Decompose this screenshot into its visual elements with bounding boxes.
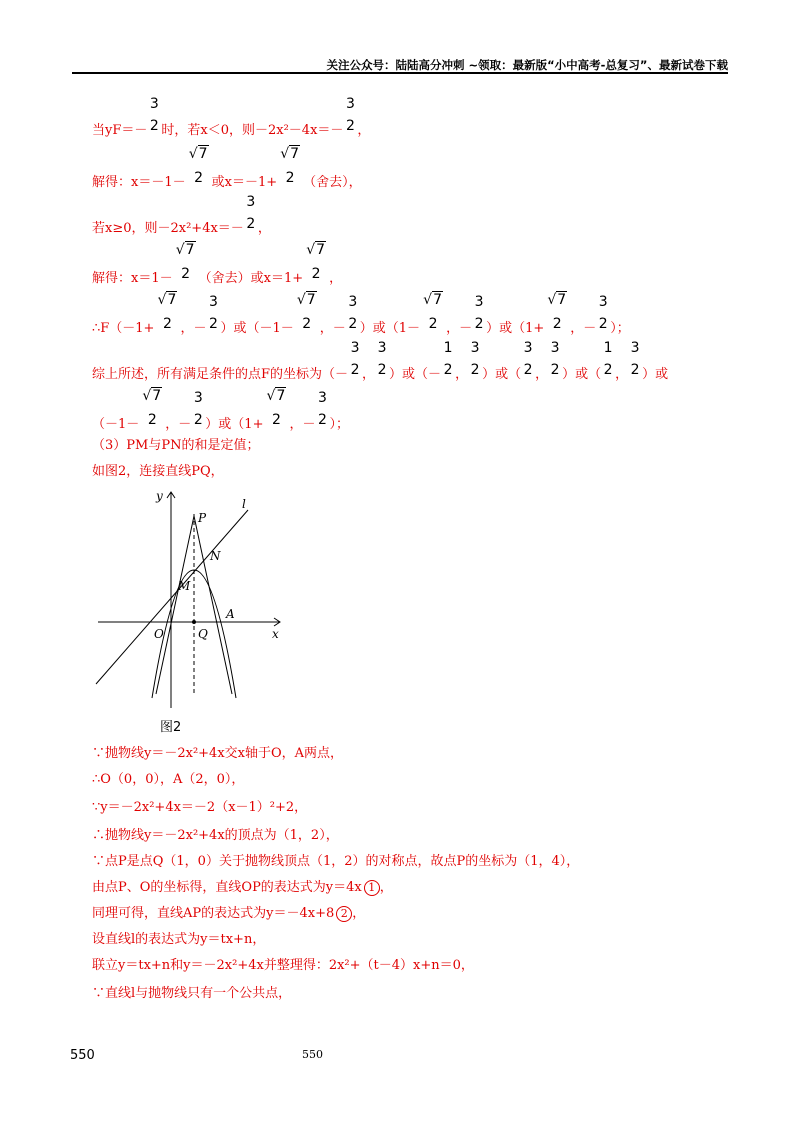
denominator: 2: [603, 362, 613, 378]
radical: √7: [142, 388, 162, 404]
numerator: 3: [470, 340, 480, 356]
text: ，－: [180, 321, 207, 336]
comma: ，: [615, 367, 629, 382]
radicand: 7: [198, 146, 208, 162]
denominator: 2: [443, 362, 453, 378]
radicand: 7: [290, 146, 300, 162]
line-19: ∵直线l与抛物线只有一个公共点，: [92, 986, 292, 1001]
denominator: 2: [377, 362, 387, 378]
denominator: 2: [598, 316, 608, 332]
line-8: （3）PM与PN的和是定值；: [92, 438, 260, 453]
label-m: M: [178, 579, 191, 593]
line-10: ∵抛物线y＝－2x²+4x交x轴于O，A两点，: [92, 746, 344, 761]
radical: √7: [423, 292, 442, 308]
line-7: [92, 388, 349, 433]
fraction: [375, 340, 389, 378]
denominator: 2: [285, 170, 295, 186]
radical: √7: [266, 388, 286, 404]
numerator: 1: [443, 340, 453, 356]
denominator: 2: [474, 316, 484, 332]
fraction: [263, 388, 289, 428]
numerator: 3: [209, 294, 218, 310]
text: ，: [329, 271, 343, 286]
numerator: 3: [598, 294, 608, 310]
text: ，－: [289, 417, 316, 432]
radical: √7: [547, 292, 567, 308]
text: ）；: [329, 417, 349, 432]
radical: √7: [296, 292, 316, 308]
fraction: [173, 242, 199, 282]
text: （舍去）或x＝1+: [198, 271, 304, 286]
numerator: 3: [350, 340, 360, 356]
text: ，－: [165, 417, 192, 432]
text: ）；: [610, 321, 630, 336]
text: 解得：x＝－1－: [92, 175, 186, 190]
text: ）或（1－: [359, 321, 421, 336]
fraction: [294, 292, 320, 332]
line-5: [92, 292, 630, 337]
numerator: 3: [345, 96, 355, 112]
line-12: ∵y＝－2x²+4x＝－2（x－1）²+2，: [92, 800, 308, 815]
comma: ，: [362, 367, 376, 382]
numerator: 3: [523, 340, 533, 356]
fraction: [548, 340, 562, 378]
circled-number-1: 1: [364, 880, 380, 896]
denominator: 2: [147, 412, 157, 428]
numerator: 3: [377, 340, 387, 356]
text: ）或（－: [389, 367, 442, 382]
radicand: 7: [306, 292, 316, 308]
fraction: [472, 294, 486, 332]
tangent-line-l: [96, 510, 248, 684]
line-9: 如图2，连接直线PQ，: [92, 464, 224, 479]
text: 由点P、O的坐标得，直线OP的表达式为y＝4x: [92, 880, 362, 895]
numerator: 3: [246, 194, 256, 210]
fraction: [315, 390, 329, 428]
numerator: 3: [348, 294, 358, 310]
denominator: 2: [272, 412, 281, 428]
text: ）或（: [562, 367, 602, 382]
label-n: N: [210, 549, 221, 563]
fraction: [154, 292, 180, 332]
line-2: [92, 146, 362, 191]
radicand: 7: [316, 242, 326, 258]
fraction: [186, 146, 212, 186]
radical: √7: [175, 242, 195, 258]
text: 综上所述，所有满足条件的点F的坐标为（－: [92, 367, 349, 382]
fraction: [420, 292, 446, 332]
fraction: [596, 294, 610, 332]
fraction: [544, 292, 570, 332]
line-14: ∵点P是点Q（1，0）关于抛物线顶点（1，2）的对称点，故点P的坐标为（1，4），: [92, 854, 580, 869]
comma: ，: [352, 906, 366, 921]
line-ap: [194, 516, 232, 694]
line-4: [92, 242, 343, 287]
circled-number-2: 2: [336, 906, 352, 922]
line-1: [92, 96, 371, 139]
fraction: [441, 340, 455, 378]
page-number-left: 550: [70, 1048, 95, 1063]
line-op: [156, 516, 194, 694]
fraction: [521, 340, 535, 378]
line-16: [92, 906, 365, 922]
radicand: 7: [557, 292, 567, 308]
denominator: 2: [311, 266, 321, 282]
header-text: 关注公众号：陆陆高分冲刺 ~领取：最新版“小中高考-总复习”、最新试卷下载: [326, 58, 728, 72]
label-a: A: [226, 607, 235, 621]
denominator: 2: [348, 316, 358, 332]
numerator: 3: [318, 390, 327, 406]
parabola-diagram: [92, 486, 292, 714]
comma: ，: [535, 367, 549, 382]
text: （－1－: [92, 417, 140, 432]
denominator: 2: [350, 362, 360, 378]
line-18: 联立y＝tx+n和y＝－2x²+4x并整理得：2x²+（t－4）x+n＝0，: [92, 958, 474, 973]
radicand: 7: [276, 388, 286, 404]
denominator: 2: [428, 316, 438, 332]
denominator: 2: [345, 118, 355, 134]
denominator: 2: [550, 362, 560, 378]
fraction: [206, 294, 220, 332]
denominator: 2: [523, 362, 533, 378]
text: ）或（1+: [486, 321, 545, 336]
denominator: 2: [209, 316, 218, 332]
line-15: [92, 880, 393, 896]
text: ，－: [446, 321, 473, 336]
fraction: [139, 388, 165, 428]
point-q-dot: [192, 620, 196, 624]
figure-caption: 图2: [160, 720, 182, 735]
denominator: 2: [193, 412, 203, 428]
denominator: 2: [149, 118, 159, 134]
line-3: [92, 194, 271, 237]
denominator: 2: [318, 412, 327, 428]
label-l: l: [242, 497, 246, 511]
text: ）或: [642, 367, 669, 382]
radical: √7: [157, 292, 177, 308]
label-o: O: [154, 627, 164, 641]
fraction: [191, 390, 205, 428]
radical: √7: [280, 146, 300, 162]
numerator: 3: [149, 96, 159, 112]
comma: ，: [379, 880, 393, 895]
fraction: [601, 340, 615, 378]
radicand: 7: [152, 388, 162, 404]
text: ，－: [319, 321, 346, 336]
text: ）或（1+: [205, 417, 264, 432]
label-x: x: [272, 627, 279, 641]
denominator: 2: [163, 316, 172, 332]
numerator: 3: [474, 294, 484, 310]
fraction: [147, 96, 161, 134]
denominator: 2: [194, 170, 204, 186]
line-6: [92, 340, 669, 383]
text: ）或（: [482, 367, 522, 382]
text: ∴F（－1+: [92, 321, 155, 336]
text: ）或（－1－: [220, 321, 294, 336]
text: ，－: [570, 321, 597, 336]
fraction: [628, 340, 642, 378]
fraction: [303, 242, 329, 282]
numerator: 3: [630, 340, 640, 356]
text: ，: [357, 123, 371, 138]
radicand: 7: [167, 292, 177, 308]
numerator: 1: [603, 340, 613, 356]
text: 时，若x＜0，则－2x²－4x＝－: [161, 123, 344, 138]
line-17: 设直线l的表达式为y＝tx+n，: [92, 932, 266, 947]
fraction: [348, 340, 362, 378]
fraction: [346, 294, 360, 332]
radical: √7: [188, 146, 208, 162]
radicand: 7: [433, 292, 442, 308]
numerator: 3: [550, 340, 560, 356]
numerator: 3: [193, 390, 203, 406]
denominator: 2: [181, 266, 191, 282]
text: ，: [257, 221, 271, 236]
text: 或x＝－1+: [211, 175, 278, 190]
label-p: P: [198, 511, 207, 525]
radical: √7: [306, 242, 326, 258]
denominator: 2: [552, 316, 562, 332]
comma: ，: [455, 367, 469, 382]
figure-2: [92, 486, 292, 718]
denominator: 2: [470, 362, 480, 378]
label-y: y: [156, 489, 163, 503]
text: 当yF＝－: [92, 123, 148, 138]
fraction: [244, 194, 258, 232]
denominator: 2: [246, 216, 256, 232]
radicand: 7: [185, 242, 195, 258]
text: 同理可得，直线AP的表达式为y＝－4x+8: [92, 906, 335, 921]
line-13: ∴抛物线y＝－2x²+4x的顶点为（1，2），: [92, 828, 339, 843]
fraction: [468, 340, 482, 378]
page-header: [72, 58, 728, 74]
line-11: ∴O（0，0），A（2，0），: [92, 772, 245, 787]
denominator: 2: [630, 362, 640, 378]
denominator: 2: [302, 316, 312, 332]
fraction: [343, 96, 357, 134]
page-number-center: 550: [302, 1048, 323, 1061]
text: 解得：x＝1－: [92, 271, 173, 286]
fraction: [277, 146, 303, 186]
text: 若x≥0，则－2x²+4x＝－: [92, 221, 244, 236]
text: （舍去），: [303, 175, 362, 190]
label-q: Q: [198, 627, 208, 641]
